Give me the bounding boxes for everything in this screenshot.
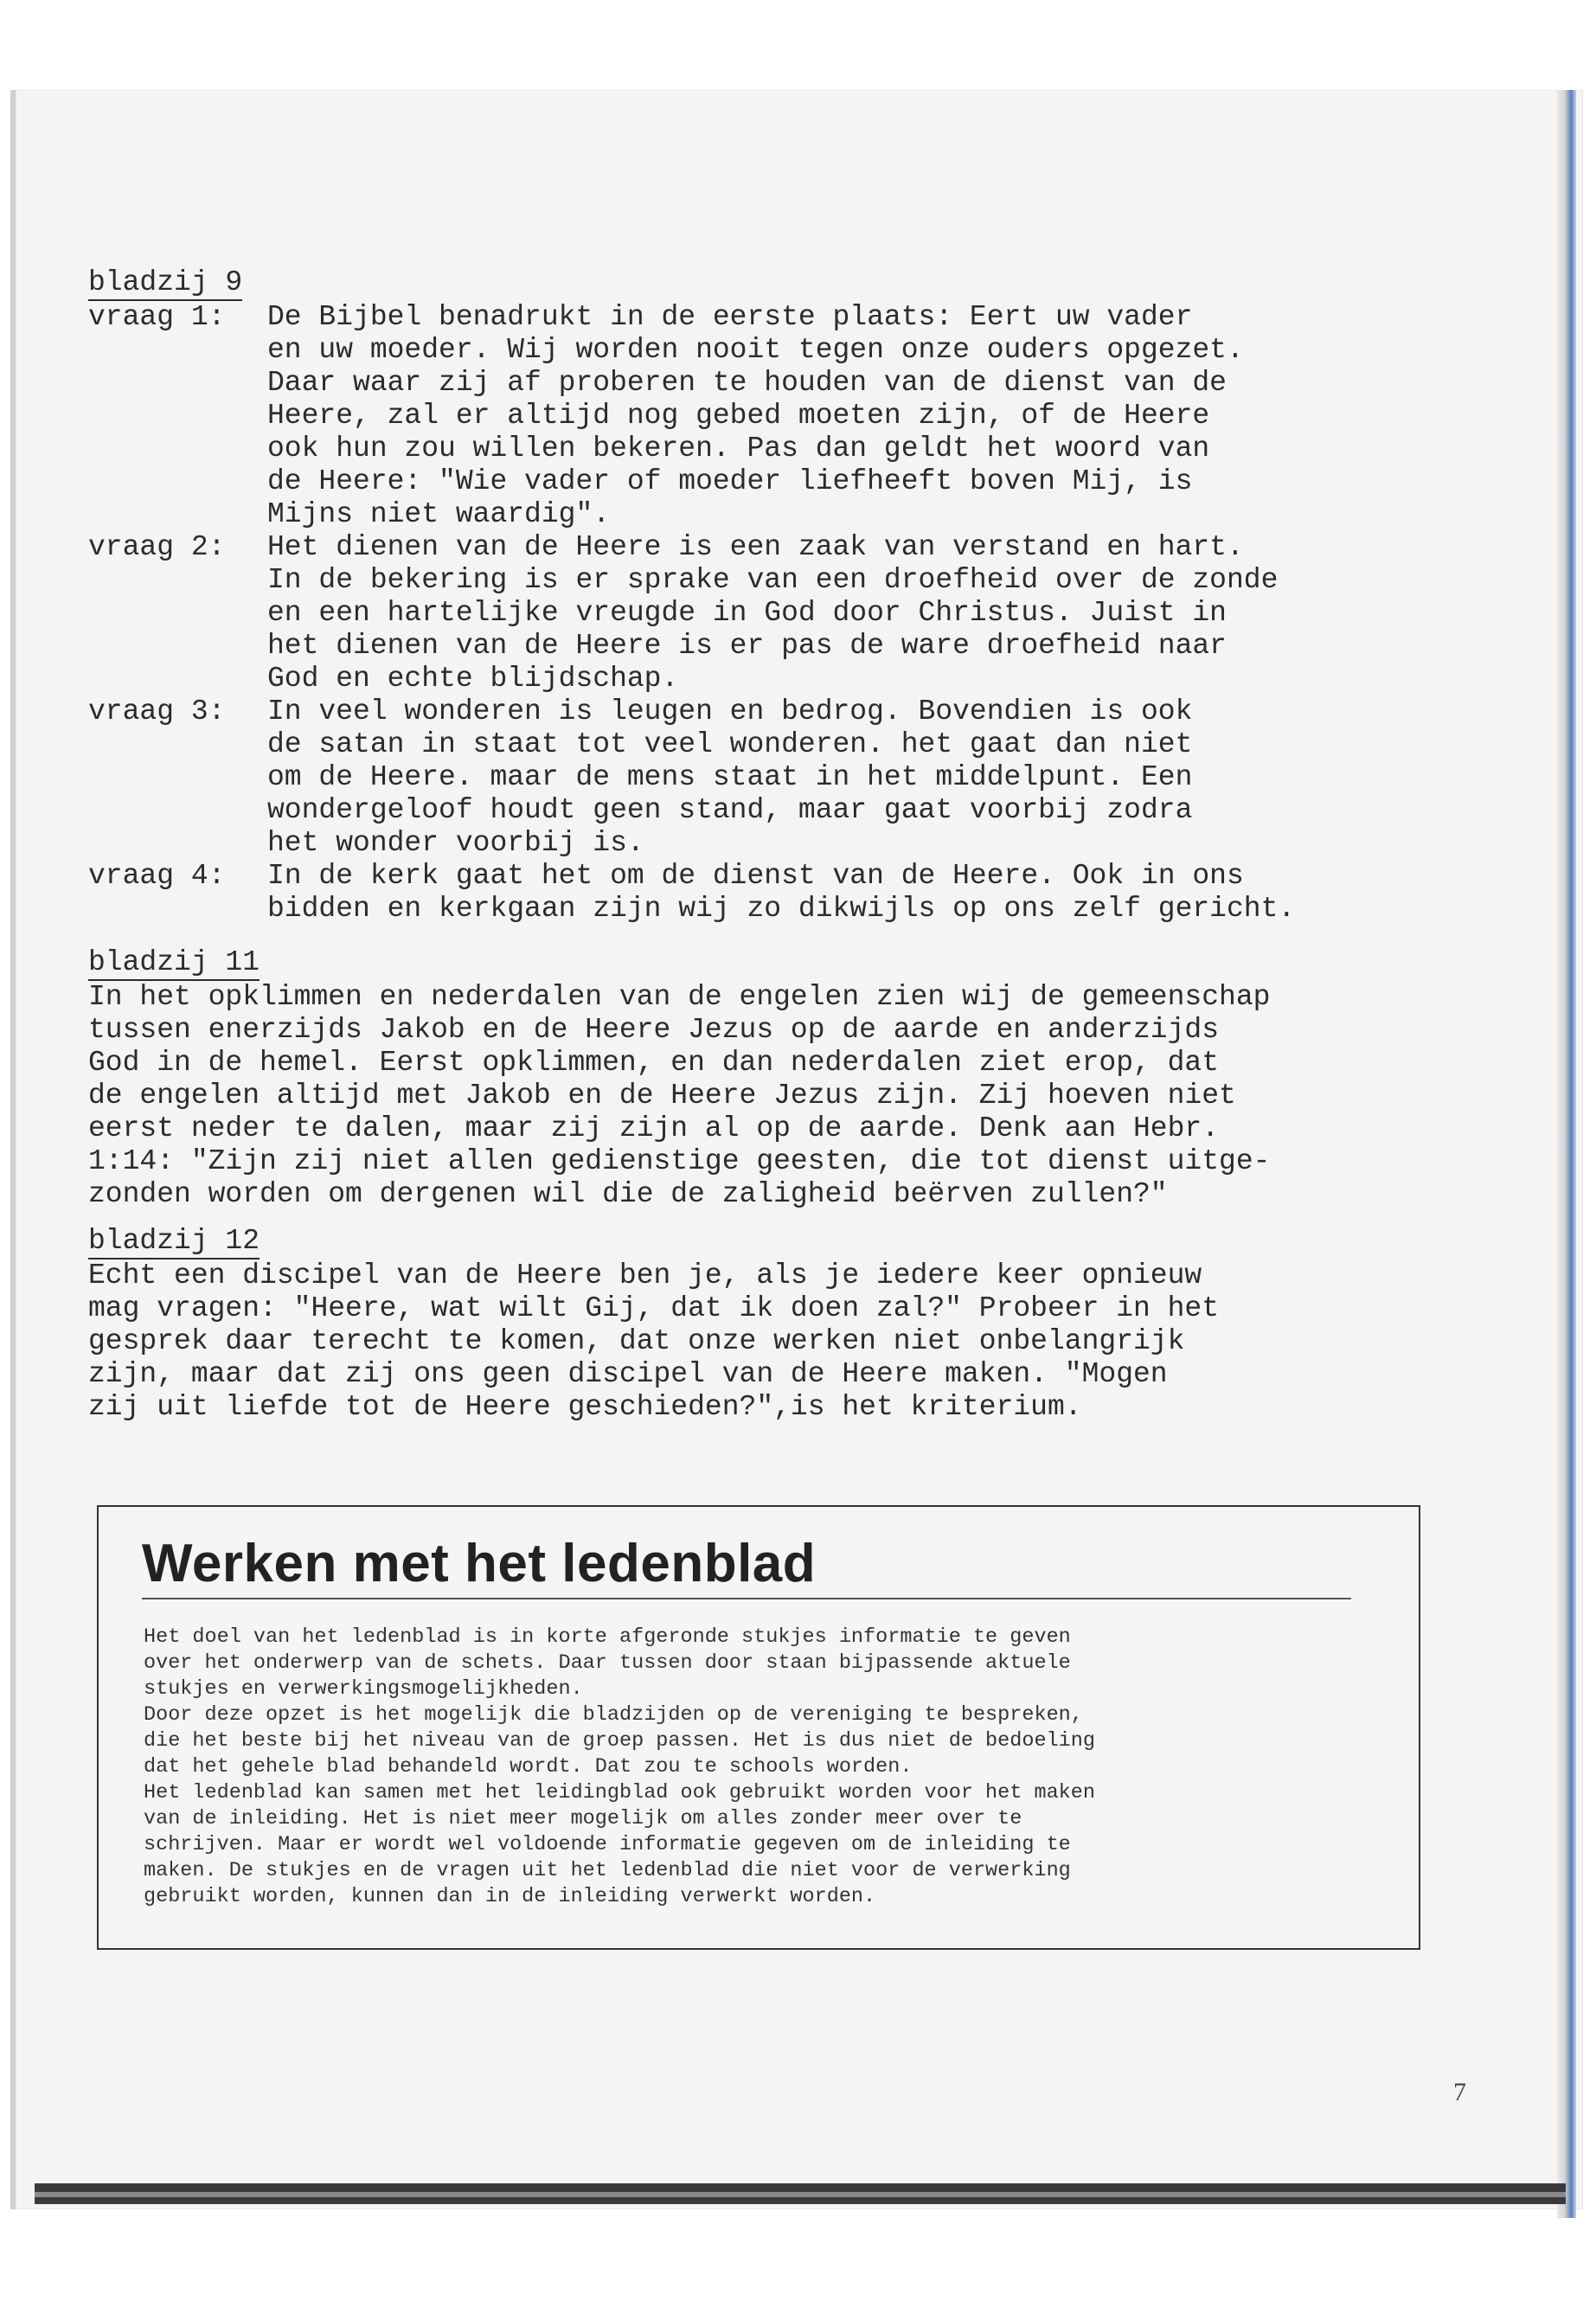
text-line: gebruikt worden, kunnen dan in de inleiding verwerkt worden.: [144, 1885, 876, 1908]
text-line: Daar waar zij af proberen te houden van de dienst van de: [267, 367, 1227, 399]
text-line: dat het gehele blad behandeld wordt. Dat zou te schools worden.: [144, 1755, 913, 1779]
text-line: het wonder voorbij is.: [267, 827, 644, 859]
text-line: tussen enerzijds Jakob en de Heere Jezus op de aarde en anderzijds: [88, 1014, 1220, 1046]
question-label: vraag 2:: [88, 531, 226, 563]
text-line: God en echte blijdschap.: [267, 663, 679, 695]
paragraph: [88, 1259, 1472, 1424]
text-line: en uw moeder. Wij worden nooit tegen onze ouders opgezet.: [267, 334, 1244, 366]
text-line: het dienen van de Heere is er pas de ware droefheid naar: [267, 630, 1227, 662]
spacer: [88, 1211, 1472, 1225]
page-edge-right: [1557, 90, 1576, 2218]
question-list: [88, 301, 1472, 926]
spacer: [88, 926, 1472, 946]
text-line: eerst neder te dalen, maar zij zijn al op de aarde. Denk aan Hebr.: [88, 1112, 1220, 1144]
answers-content: [88, 266, 1472, 1424]
text-line: Het dienen van de Heere is een zaak van verstand en hart.: [267, 531, 1244, 563]
question-label: vraag 4:: [88, 860, 226, 892]
question-row: [88, 301, 1472, 531]
section-bladzij-12: [88, 1225, 1472, 1424]
question-row: [88, 860, 1472, 926]
text-line: gesprek daar terecht te komen, dat onze werken niet onbelangrijk: [88, 1325, 1185, 1357]
text-line: God in de hemel. Eerst opklimmen, en dan nederdalen ziet erop, dat: [88, 1047, 1220, 1079]
text-line: mag vragen: "Heere, wat wilt Gij, dat ik doen zal?" Probeer in het: [88, 1292, 1220, 1324]
text-line: Het doel van het ledenblad is in korte afgeronde stukjes informatie te geven: [144, 1625, 1071, 1649]
text-line: om de Heere. maar de mens staat in het middelpunt. Een: [267, 761, 1193, 793]
text-line: Het ledenblad kan samen met het leidingblad ook gebruikt worden voor het maken: [144, 1781, 1095, 1804]
text-line: en een hartelijke vreugde in God door Christus. Juist in: [267, 597, 1227, 629]
question-row: [88, 531, 1472, 695]
text-line: Mijns niet waardig".: [267, 498, 611, 530]
answer-text: [267, 860, 1472, 926]
text-line: de Heere: "Wie vader of moeder liefheeft boven Mij, is: [267, 465, 1193, 497]
box-body: [144, 1625, 1372, 1910]
text-line: In de kerk gaat het om de dienst van de Heere. Ook in ons: [267, 860, 1244, 892]
section-heading: bladzij 9: [88, 266, 242, 301]
text-line: de satan in staat tot veel wonderen. het gaat dan niet: [267, 728, 1193, 760]
section-bladzij-11: [88, 946, 1472, 1211]
text-line: van de inleiding. Het is niet meer mogelijk om alles zonder meer over te: [144, 1807, 1022, 1830]
text-line: In het opklimmen en nederdalen van de engelen zien wij de gemeenschap: [88, 981, 1271, 1013]
text-line: ook hun zou willen bekeren. Pas dan geldt het woord van: [267, 433, 1210, 465]
text-line: bidden en kerkgaan zijn wij zo dikwijls op ons zelf gericht.: [267, 893, 1296, 925]
ledenblad-info-box: [97, 1505, 1420, 1950]
section-bladzij-9: [88, 266, 1472, 926]
paragraph: [88, 981, 1472, 1211]
section-heading: bladzij 12: [88, 1225, 260, 1259]
text-line: In de bekering is er sprake van een droefheid over de zonde: [267, 564, 1279, 596]
text-line: die het beste bij het niveau van de groep passen. Het is dus niet de bedoeling: [144, 1729, 1095, 1753]
text-line: Door deze opzet is het mogelijk die bladzijden op de vereniging te bespreken,: [144, 1703, 1083, 1727]
answer-text: [267, 531, 1472, 695]
text-line: Echt een discipel van de Heere ben je, als je iedere keer opnieuw: [88, 1259, 1202, 1292]
page-number: 7: [1453, 2078, 1466, 2106]
question-row: [88, 695, 1472, 860]
text-line: stukjes en verwerkingsmogelijkheden.: [144, 1677, 583, 1701]
question-label: vraag 3:: [88, 695, 226, 727]
title-divider: [142, 1598, 1351, 1599]
text-line: de engelen altijd met Jakob en de Heere Jezus zijn. Zij hoeven niet: [88, 1080, 1236, 1112]
box-title: Werken met het ledenblad: [142, 1534, 817, 1593]
text-line: wondergeloof houdt geen stand, maar gaat voorbij zodra: [267, 794, 1193, 826]
text-line: maken. De stukjes en de vragen uit het ledenblad die niet voor de verwerking: [144, 1859, 1071, 1882]
text-line: zonden worden om dergenen wil die de zaligheid beërven zullen?": [88, 1178, 1168, 1210]
text-line: De Bijbel benadrukt in de eerste plaats: Eert uw vader: [267, 301, 1193, 333]
text-line: Heere, zal er altijd nog gebed moeten zijn, of de Heere: [267, 400, 1210, 432]
question-label: vraag 1:: [88, 301, 226, 333]
answer-text: [267, 301, 1472, 531]
text-line: 1:14: "Zijn zij niet allen gedienstige geesten, die tot dienst uitge-: [88, 1145, 1271, 1177]
text-line: zijn, maar dat zij ons geen discipel van de Heere maken. "Mogen: [88, 1358, 1168, 1390]
page-edge-bottom: [35, 2183, 1566, 2204]
answer-text: [267, 695, 1472, 860]
section-heading: bladzij 11: [88, 946, 260, 981]
text-line: schrijven. Maar er wordt wel voldoende informatie gegeven om de inleiding te: [144, 1833, 1071, 1856]
text-line: zij uit liefde tot de Heere geschieden?",is het kriterium.: [88, 1391, 1082, 1423]
text-line: over het onderwerp van de schets. Daar tussen door staan bijpassende aktuele: [144, 1651, 1071, 1675]
text-line: In veel wonderen is leugen en bedrog. Bovendien is ook: [267, 695, 1193, 727]
